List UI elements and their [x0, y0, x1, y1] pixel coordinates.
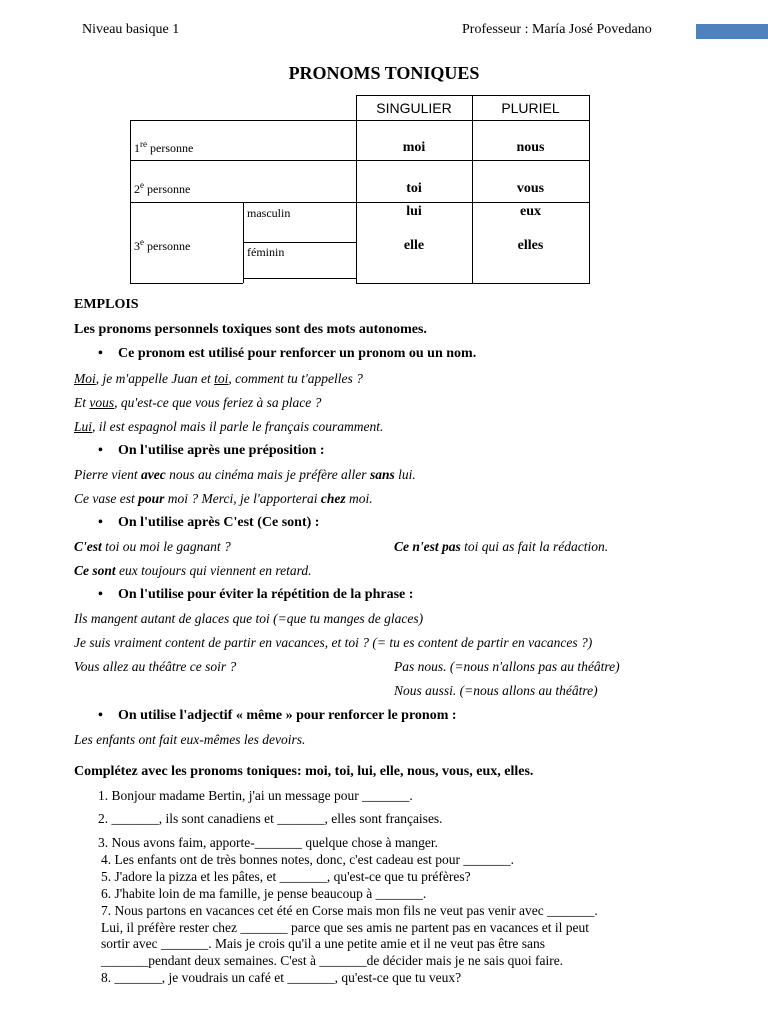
example-line: C'est toi ou moi le gagnant ? [74, 539, 231, 554]
pronoun-table [0, 0, 768, 300]
example-line: Je suis vraiment content de partir en vacances, et toi ? (= tu es content de partir en vacances ?) [74, 635, 593, 650]
cell-elles: elles [517, 238, 544, 253]
example-line: Ce vase est pour moi ? Merci, je l'apporterai chez moi. [74, 491, 373, 506]
cell-toi: toi [406, 181, 422, 196]
example-line: Vous allez au théâtre ce soir ? [74, 659, 237, 674]
exercise-item: 1. Bonjour madame Bertin, j'ai un message pour _______. [98, 788, 413, 803]
exercise-item: _______pendant deux semaines. C'est à _______de décider mais je ne sais quoi faire. [101, 953, 564, 968]
page-title: PRONOMS TONIQUES [288, 63, 480, 83]
exercise-item: 4. Les enfants ont de très bonnes notes, donc, c'est cadeau est pour _______. [101, 852, 514, 867]
example-line: Ce n'est pas toi qui as fait la rédaction. [394, 539, 609, 554]
bullet-cest: • On l'utilise après C'est (Ce sont) : [100, 514, 319, 531]
example-line: Ils mangent autant de glaces que toi (=que tu manges de glaces) [74, 611, 424, 626]
row-label-2: 2e personne [134, 180, 191, 196]
example-line: Pierre vient avec nous au cinéma mais je préfère aller sans lui. [74, 467, 416, 482]
example-line: Nous aussi. (=nous allons au théâtre) [394, 683, 598, 698]
col-header-singulier: SINGULIER [376, 100, 452, 116]
cell-lui: lui [406, 204, 422, 219]
cell-vous: vous [516, 181, 545, 196]
cell-moi: moi [402, 140, 426, 155]
header-teacher: Professeur : María José Povedano [462, 22, 652, 37]
gender-feminin: féminin [247, 245, 285, 259]
cell-nous: nous [516, 140, 545, 155]
cell-eux: eux [520, 204, 541, 219]
emplois-intro: Les pronoms personnels toxiques sont des mots autonomes. [74, 322, 427, 337]
bullet-preposition: • On l'utilise après une préposition : [100, 442, 325, 459]
header-level: Niveau basique 1 [82, 22, 180, 37]
example-line: Les enfants ont fait eux-mêmes les devoirs. [74, 732, 306, 747]
example-line: Ce sont eux toujours qui viennent en retard. [74, 563, 312, 578]
row-label-1: 1re personne [134, 139, 194, 155]
col-header-pluriel: PLURIEL [501, 100, 560, 116]
exercise-item: 6. J'habite loin de ma famille, je pense beaucoup à _______. [101, 886, 427, 901]
bullet-repetition: • On l'utilise pour éviter la répétition de la phrase : [100, 586, 413, 603]
gender-masculin: masculin [247, 206, 291, 220]
exercise-item: Lui, il préfère rester chez _______ parce que ses amis ne partent pas en vacances et il peut [101, 920, 590, 935]
example-line: Moi, je m'appelle Juan et toi, comment tu t'appelles ? [74, 371, 363, 386]
example-line: Pas nous. (=nous n'allons pas au théâtre) [394, 659, 620, 674]
exercise-item: sortir avec _______. Mais je crois qu'il a une petite amie et il ne veut pas être sans [101, 936, 546, 951]
emplois-heading: EMPLOIS [74, 297, 139, 312]
exercise-item: 8. _______, je voudrais un café et _______, qu'est-ce que tu veux? [101, 970, 462, 985]
example-line: Et vous, qu'est-ce que vous feriez à sa place ? [74, 395, 322, 410]
exercise-item: 3. Nous avons faim, apporte-_______ quelque chose à manger. [98, 835, 439, 850]
cell-elle: elle [403, 238, 425, 253]
exercise-item: 7. Nous partons en vacances cet été en Corse mais mon fils ne veut pas venir avec _______. [101, 903, 598, 918]
bullet-renforcer: • Ce pronom est utilisé pour renforcer un pronom ou un nom. [100, 345, 476, 362]
example-line: Lui, il est espagnol mais il parle le français couramment. [74, 419, 384, 434]
exercise-item: 5. J'adore la pizza et les pâtes, et _______, qu'est-ce que tu préfères? [101, 869, 471, 884]
exercise-instruction: Complétez avec les pronoms toniques: moi, toi, lui, elle, nous, vous, eux, elles. [74, 764, 534, 779]
bullet-meme: • On utilise l'adjectif « même » pour renforcer le pronom : [100, 707, 457, 724]
exercise-item: 2. _______, ils sont canadiens et _______, elles sont françaises. [98, 811, 443, 826]
row-label-3: 3e personne [134, 237, 191, 253]
